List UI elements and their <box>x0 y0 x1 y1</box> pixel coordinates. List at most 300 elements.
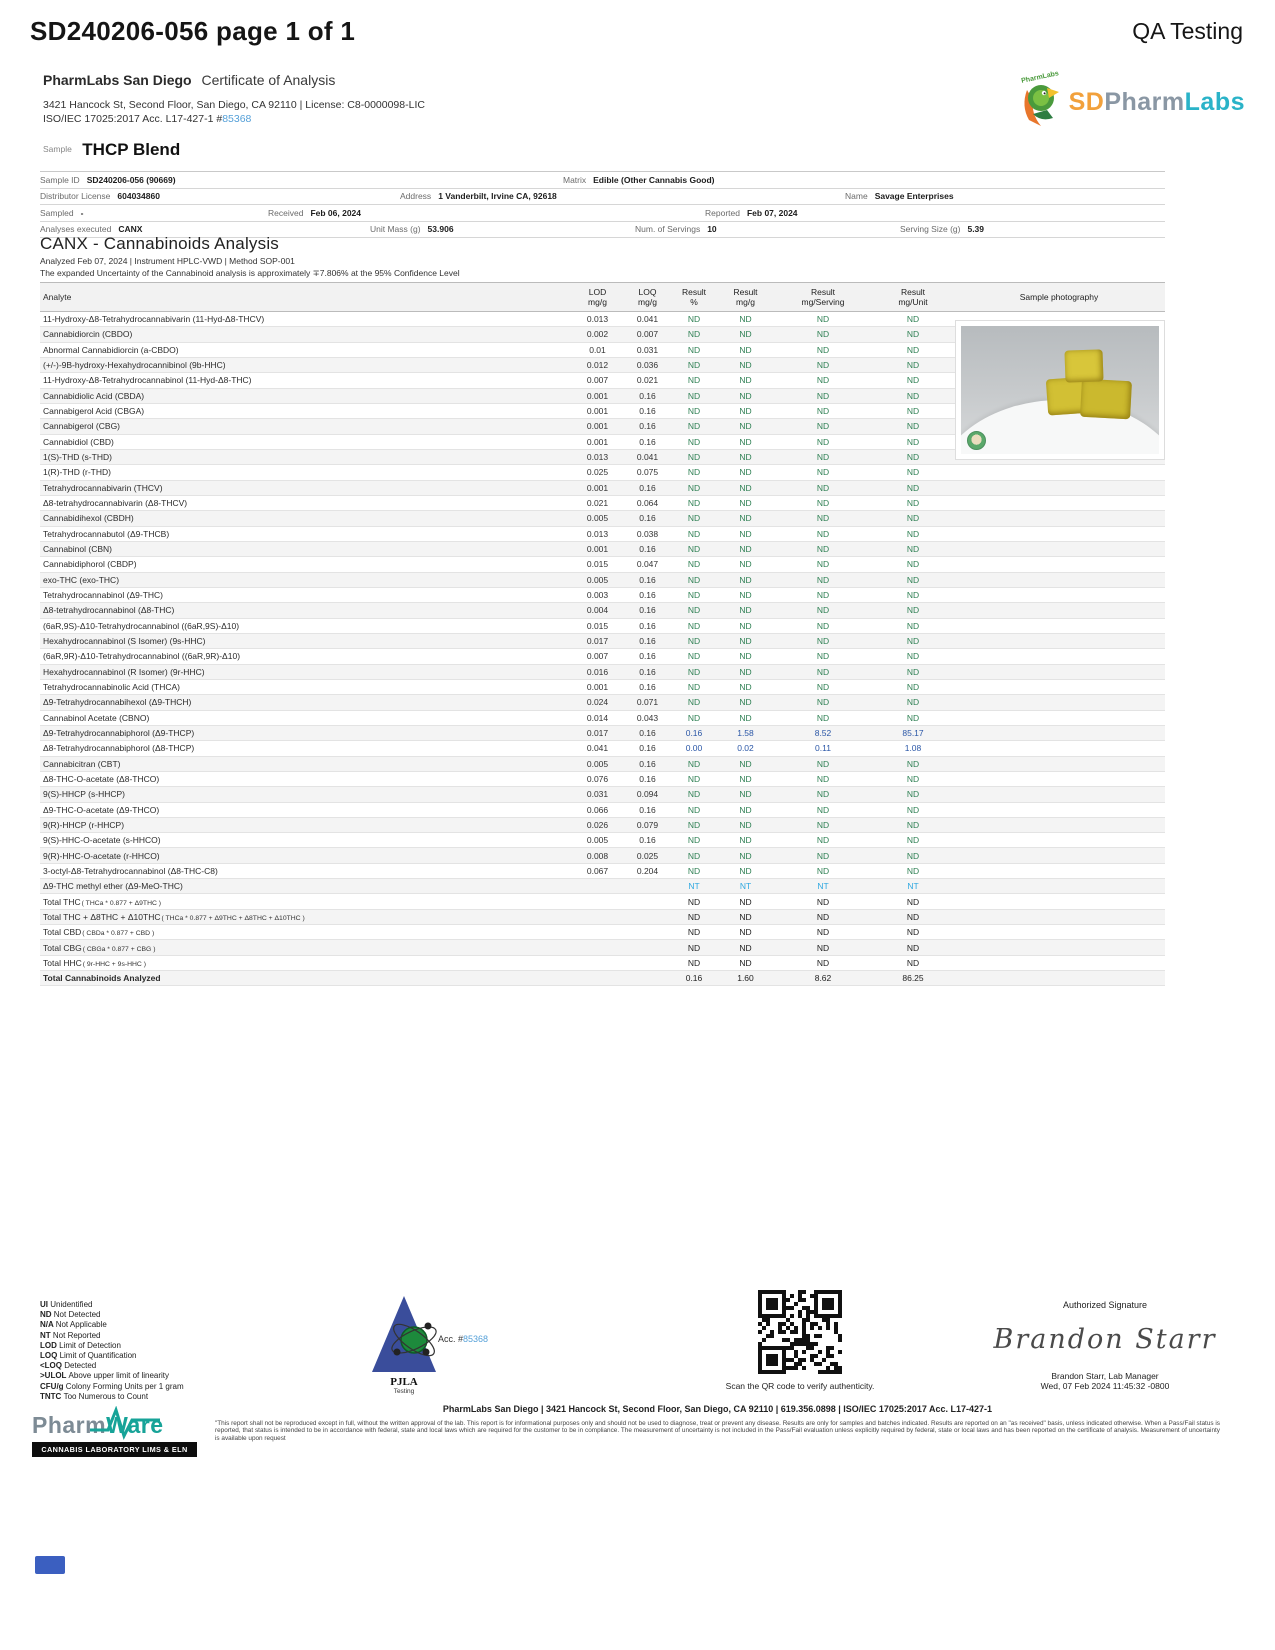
legend-line: UI Unidentified <box>40 1300 93 1309</box>
result-mg-serving: ND <box>816 804 830 815</box>
table-row <box>40 925 1165 940</box>
result-mgg: ND <box>739 559 752 570</box>
loq-value: 0.16 <box>639 406 656 417</box>
iso-accreditation-text: ISO/IEC 17025:2017 Acc. L17-427-1 # <box>43 113 223 125</box>
info-row <box>40 205 1165 222</box>
analyte-name: Cannabidihexol (CBDH) <box>43 513 134 524</box>
info-value: 10 <box>707 224 717 235</box>
legend-line: CFU/g Colony Forming Units per 1 gram <box>40 1381 184 1391</box>
result-mg-unit: ND <box>906 651 920 662</box>
result-mg-serving: ND <box>816 957 830 968</box>
result-pct: ND <box>687 528 701 539</box>
signer-name: Brandon Starr, Lab Manager <box>1051 1371 1159 1381</box>
photo-watermark-icon <box>967 431 986 450</box>
info-label: Sample ID <box>40 174 80 185</box>
result-mg-unit: ND <box>906 835 920 846</box>
info-label: Reported <box>705 207 740 218</box>
sample-name-row <box>43 140 180 160</box>
analyte-name: Δ9-Tetrahydrocannabiphorol (Δ9-THCP) <box>43 728 195 739</box>
pharmware-wordmark <box>32 1412 197 1439</box>
result-mg-unit: ND <box>906 819 920 830</box>
result-mg-unit: 86.25 <box>902 973 924 984</box>
result-mg-serving: ND <box>816 682 830 693</box>
table-row <box>40 956 1165 971</box>
loq-value: 0.16 <box>639 758 656 769</box>
result-pct: ND <box>687 421 701 432</box>
pjla-accreditation-logo <box>352 1294 502 1394</box>
result-mg-serving: ND <box>816 559 830 570</box>
total-formula: ( CBDa * 0.877 + CBD ) <box>82 930 155 938</box>
result-mg-serving: NT <box>817 881 829 892</box>
table-row <box>40 481 1165 496</box>
loq-value: 0.16 <box>639 436 656 447</box>
analyte-name: 3-octyl-Δ8-Tetrahydrocannabinol (Δ8-THC-C8) <box>43 865 218 876</box>
column-header: Result % <box>681 287 707 307</box>
signature-script: Brandon Starr <box>993 1324 1217 1355</box>
result-mg-serving: ND <box>816 758 830 769</box>
loq-value: 0.043 <box>636 712 659 723</box>
analyte-name: 1(R)-THD (r-THD) <box>43 467 111 478</box>
lod-value: 0.031 <box>586 789 609 800</box>
lod-value: 0.013 <box>586 452 609 463</box>
column-header: LOD mg/g <box>588 287 607 307</box>
result-mgg: NT <box>739 881 752 892</box>
result-mg-unit: ND <box>906 697 920 708</box>
result-pct: ND <box>687 329 701 340</box>
loq-value: 0.16 <box>639 728 656 739</box>
info-field <box>563 175 1165 185</box>
result-mg-serving: ND <box>816 406 830 417</box>
table-row <box>40 542 1165 557</box>
lod-value: 0.021 <box>586 498 609 509</box>
result-pct: ND <box>687 605 701 616</box>
table-row <box>40 619 1165 634</box>
result-mg-serving: ND <box>816 544 830 555</box>
loq-value: 0.204 <box>636 865 659 876</box>
result-pct: ND <box>687 942 701 953</box>
result-mg-serving: ND <box>816 942 830 953</box>
legend-line: TNTC Too Numerous to Count <box>40 1391 149 1401</box>
loq-value: 0.16 <box>639 804 656 815</box>
pjla-acc-number[interactable]: 85368 <box>463 1334 489 1344</box>
result-mg-serving: ND <box>816 482 830 493</box>
analyte-name: Total HHC( 9r-HHC + 9s-HHC ) <box>43 957 146 968</box>
lod-value: 0.017 <box>586 728 609 739</box>
signature-block <box>985 1300 1225 1391</box>
analyte-name: Tetrahydrocannabinol (Δ9-THC) <box>43 590 164 601</box>
table-header-row <box>40 282 1165 312</box>
loq-value: 0.041 <box>636 314 659 325</box>
result-mgg: ND <box>739 314 752 325</box>
result-pct: ND <box>687 406 701 417</box>
table-row <box>40 910 1165 925</box>
result-mg-unit: ND <box>906 590 920 601</box>
gummy-cube <box>1080 379 1132 420</box>
analyte-name: Cannabigerol (CBG) <box>43 421 121 432</box>
result-mgg: ND <box>739 574 752 585</box>
result-pct: ND <box>687 697 701 708</box>
result-mg-serving: ND <box>816 666 830 677</box>
result-mg-unit: ND <box>906 666 920 677</box>
signature-date: Wed, 07 Feb 2024 11:45:32 -0800 <box>1040 1381 1170 1391</box>
analyte-name: Δ9-Tetrahydrocannabihexol (Δ9-THCH) <box>43 697 192 708</box>
info-label: Num. of Servings <box>635 224 701 235</box>
result-mgg: ND <box>739 911 752 922</box>
result-mgg: 1.60 <box>737 973 754 984</box>
result-mg-unit: ND <box>906 329 920 340</box>
result-mgg: ND <box>739 421 752 432</box>
lod-value: 0.001 <box>586 544 609 555</box>
footer-contact-line: PharmLabs San Diego | 3421 Hancock St, Second Floor, San Diego, CA 92110 | 619.356.0898 | ISO/IEC 17025:2017 Acc. L17-427-1 <box>442 1404 993 1414</box>
info-value: CANX <box>118 224 143 235</box>
table-row <box>40 511 1165 526</box>
loq-value: 0.16 <box>639 636 656 647</box>
result-mgg: ND <box>739 957 752 968</box>
result-mgg: ND <box>739 436 752 447</box>
analyte-name: Cannabidiorcin (CBDO) <box>43 329 133 340</box>
analyte-name: Δ8-tetrahydrocannabivarin (Δ8-THCV) <box>43 498 188 509</box>
analysis-meta-line: Analyzed Feb 07, 2024 | Instrument HPLC-VWD | Method SOP-001 <box>40 256 295 266</box>
table-row <box>40 971 1165 986</box>
table-row <box>40 803 1165 818</box>
lod-value: 0.016 <box>586 666 609 677</box>
result-pct: ND <box>687 789 701 800</box>
result-mg-unit: ND <box>906 804 920 815</box>
info-field <box>845 191 1165 201</box>
footer-blue-mark <box>35 1556 65 1574</box>
info-field <box>400 191 845 201</box>
table-row <box>40 848 1165 863</box>
qr-block <box>700 1290 900 1391</box>
lod-value: 0.067 <box>586 865 609 876</box>
info-value: Edible (Other Cannabis Good) <box>593 174 715 185</box>
result-mgg: ND <box>739 666 752 677</box>
total-formula: ( CBGa * 0.877 + CBG ) <box>82 945 156 953</box>
pjla-triangle-icon <box>364 1294 444 1376</box>
result-pct: ND <box>687 774 701 784</box>
info-label: Received <box>268 207 304 218</box>
brand-sd: SD <box>1068 87 1105 116</box>
result-pct: ND <box>687 452 701 463</box>
analyte-name: Abnormal Cannabidiorcin (a-CBDO) <box>43 344 179 355</box>
table-row <box>40 557 1165 572</box>
document-id-title: SD240206-056 page 1 of 1 <box>30 16 356 46</box>
result-mgg: ND <box>739 620 752 631</box>
abbreviation-legend <box>40 1300 184 1402</box>
result-mg-unit: ND <box>906 452 920 463</box>
result-mg-unit: 85.17 <box>902 728 924 739</box>
result-mg-unit: ND <box>906 344 920 355</box>
result-pct: 0.00 <box>685 743 703 754</box>
table-row <box>40 634 1165 649</box>
analyte-name: Cannabidiol (CBD) <box>43 436 114 447</box>
result-mg-serving: ND <box>816 390 830 401</box>
analyte-name: Hexahydrocannabinol (S Isomer) (9s-HHC) <box>43 636 206 647</box>
result-mgg: ND <box>739 344 752 355</box>
result-mg-serving: ND <box>816 605 830 616</box>
result-mg-serving: ND <box>816 774 830 784</box>
result-mg-serving: ND <box>816 360 830 371</box>
column-header: Analyte <box>43 292 72 302</box>
lod-value: 0.007 <box>586 375 609 386</box>
analyte-name: Total CBD( CBDa * 0.877 + CBD ) <box>43 927 155 938</box>
result-pct: ND <box>687 590 701 601</box>
result-pct: ND <box>687 896 701 907</box>
result-mg-unit: ND <box>906 574 920 585</box>
result-pct: ND <box>687 344 701 355</box>
result-mg-serving: ND <box>816 850 830 861</box>
brand-labs: Labs <box>1184 87 1245 116</box>
lod-value: 0.017 <box>586 636 609 647</box>
analyte-name: exo-THC (exo-THC) <box>43 574 120 585</box>
column-header: Result mg/Unit <box>898 287 928 307</box>
result-pct: ND <box>687 482 701 493</box>
table-row <box>40 726 1165 741</box>
result-mg-unit: ND <box>906 605 920 616</box>
lod-value: 0.001 <box>586 482 609 493</box>
result-mg-unit: ND <box>906 559 920 570</box>
accreditation-number-link[interactable]: 85368 <box>222 113 252 125</box>
lod-value: 0.005 <box>586 574 609 585</box>
gummy-cube <box>1064 349 1103 382</box>
loq-value: 0.16 <box>639 605 656 616</box>
legend-line: LOQ Limit of Quantification <box>40 1351 137 1361</box>
info-label: Name <box>845 191 868 202</box>
table-row <box>40 879 1165 894</box>
lod-value: 0.076 <box>586 774 609 784</box>
result-mg-serving: ND <box>816 927 830 938</box>
qa-testing-label: QA Testing <box>1132 18 1243 44</box>
result-mg-unit: ND <box>906 957 920 968</box>
result-pct: ND <box>687 651 701 662</box>
result-mg-serving: 8.62 <box>814 973 832 984</box>
result-pct: ND <box>687 513 701 524</box>
lod-value: 0.002 <box>586 329 609 340</box>
table-row <box>40 465 1165 480</box>
analyte-name: Δ8-THC-O-acetate (Δ8-THCO) <box>43 774 160 784</box>
result-mg-serving: ND <box>816 436 830 447</box>
result-mgg: ND <box>739 636 752 647</box>
analyte-name: Total Cannabinoids Analyzed <box>43 973 161 984</box>
result-mgg: 1.58 <box>737 728 754 739</box>
result-pct: ND <box>687 957 701 968</box>
loq-value: 0.16 <box>639 774 656 784</box>
result-mgg: ND <box>739 452 752 463</box>
table-row <box>40 940 1165 955</box>
pharmware-logo <box>32 1412 197 1457</box>
pharmware-ware: Ware <box>106 1412 164 1438</box>
result-pct: ND <box>687 390 701 401</box>
pharmware-tagline: CANNABIS LABORATORY LIMS & ELN <box>32 1442 197 1457</box>
result-mgg: ND <box>739 498 752 509</box>
legend-line: ND Not Detected <box>40 1310 101 1320</box>
lod-value: 0.005 <box>586 758 609 769</box>
loq-value: 0.16 <box>639 651 656 662</box>
result-mg-unit: ND <box>906 390 920 401</box>
sample-name: THCP Blend <box>82 140 181 159</box>
pjla-acc-text <box>438 1334 488 1344</box>
result-mg-serving: ND <box>816 896 830 907</box>
result-mgg: ND <box>739 942 752 953</box>
result-mgg: ND <box>739 789 752 800</box>
result-pct: ND <box>687 682 701 693</box>
result-mgg: ND <box>739 758 752 769</box>
analyte-name: Hexahydrocannabinol (R Isomer) (9r-HHC) <box>43 666 205 677</box>
lod-value: 0.01 <box>589 344 606 355</box>
table-row <box>40 695 1165 710</box>
analyte-name: 9(R)-HHC-O-acetate (r-HHCO) <box>43 850 160 861</box>
lab-name: PharmLabs San Diego <box>43 72 192 88</box>
lod-value: 0.001 <box>586 406 609 417</box>
lod-value: 0.013 <box>586 314 609 325</box>
result-mg-unit: ND <box>906 789 920 800</box>
loq-value: 0.036 <box>636 360 659 371</box>
info-row <box>40 189 1165 206</box>
lod-value: 0.007 <box>586 651 609 662</box>
sample-label: Sample <box>43 144 72 154</box>
result-pct: ND <box>687 360 701 371</box>
result-mg-unit: 1.08 <box>904 743 922 754</box>
result-mg-unit: ND <box>906 927 920 938</box>
lod-value: 0.001 <box>586 421 609 432</box>
loq-value: 0.064 <box>636 498 659 509</box>
loq-value: 0.16 <box>639 590 656 601</box>
result-mg-serving: ND <box>816 636 830 647</box>
lod-value: 0.013 <box>586 528 609 539</box>
result-mg-unit: ND <box>906 865 920 876</box>
info-field <box>40 208 268 218</box>
analyte-name: (6aR,9S)-Δ10-Tetrahydrocannabinol ((6aR,9S)-Δ10) <box>43 620 240 631</box>
loq-value: 0.038 <box>636 528 659 539</box>
qr-caption: Scan the QR code to verify authenticity. <box>725 1381 875 1391</box>
column-header: LOQ mg/g <box>638 287 657 307</box>
result-mgg: ND <box>739 375 752 386</box>
authorized-signature-label: Authorized Signature <box>1062 1300 1148 1310</box>
result-mg-unit: ND <box>906 544 920 555</box>
result-mg-unit: NT <box>907 881 919 892</box>
result-mg-unit: ND <box>906 314 920 325</box>
analyte-name: Cannabinol Acetate (CBNO) <box>43 712 150 723</box>
result-pct: ND <box>687 850 701 861</box>
result-mg-unit: ND <box>906 682 920 693</box>
result-mg-unit: ND <box>906 528 920 539</box>
result-mg-unit: ND <box>906 712 920 723</box>
analyte-name: Cannabinol (CBN) <box>43 544 112 555</box>
table-row <box>40 818 1165 833</box>
qr-code <box>758 1290 842 1374</box>
info-value: Feb 06, 2024 <box>310 207 361 218</box>
result-pct: ND <box>687 804 701 815</box>
result-mg-serving: 8.52 <box>814 728 832 739</box>
parrot-logo-icon <box>1017 70 1065 128</box>
pjla-acc-prefix: Acc. # <box>438 1334 464 1344</box>
table-row <box>40 772 1165 787</box>
analyte-name: Tetrahydrocannabinolic Acid (THCA) <box>43 682 181 693</box>
pjla-name: PJLA <box>390 1376 418 1388</box>
analyte-name: 9(R)-HHCP (r-HHCP) <box>43 819 125 830</box>
legend-line: NT Not Reported <box>40 1330 101 1340</box>
info-label: Address <box>400 191 432 202</box>
analyte-name: Tetrahydrocannabutol (Δ9-THCB) <box>43 528 170 539</box>
result-pct: ND <box>687 927 701 938</box>
pjla-sub: Testing <box>393 1388 415 1395</box>
result-mgg: ND <box>739 697 752 708</box>
total-formula: ( THCa * 0.877 + Δ9THC + Δ8THC + Δ10THC ) <box>161 914 305 922</box>
column-header: Sample photography <box>1019 292 1099 302</box>
result-mgg: ND <box>739 590 752 601</box>
result-mgg: ND <box>739 819 752 830</box>
result-mgg: ND <box>739 850 752 861</box>
result-pct: ND <box>687 467 701 478</box>
analyte-name: Total CBG( CBGa * 0.877 + CBG ) <box>43 942 156 953</box>
loq-value: 0.16 <box>639 620 656 631</box>
table-row <box>40 864 1165 879</box>
table-row <box>40 496 1165 511</box>
result-pct: ND <box>687 865 701 876</box>
lab-address-block <box>43 98 425 126</box>
result-mg-serving: 0.11 <box>815 743 831 754</box>
result-mg-unit: ND <box>906 911 920 922</box>
info-label: Serving Size (g) <box>900 224 961 235</box>
lod-value: 0.026 <box>586 819 609 830</box>
lod-value: 0.015 <box>586 620 609 631</box>
info-field <box>268 208 705 218</box>
analyte-name: Cannabidiolic Acid (CBDA) <box>43 390 145 401</box>
legend-line: N/A Not Applicable <box>40 1320 107 1330</box>
lod-value: 0.001 <box>586 682 609 693</box>
result-mg-unit: ND <box>906 942 920 953</box>
result-mg-serving: ND <box>816 528 830 539</box>
lod-value: 0.024 <box>586 697 609 708</box>
brand-wordmark <box>1069 88 1245 117</box>
result-mgg: ND <box>739 528 752 539</box>
result-mg-serving: ND <box>816 835 830 846</box>
result-mg-serving: ND <box>816 467 830 478</box>
analyte-name: Cannabidiphorol (CBDP) <box>43 559 137 570</box>
table-row <box>40 711 1165 726</box>
result-pct: ND <box>687 436 701 447</box>
result-mgg: ND <box>739 804 752 815</box>
total-formula: ( 9r-HHC + 9s-HHC ) <box>82 960 146 968</box>
loq-value: 0.16 <box>639 390 656 401</box>
lod-value: 0.041 <box>586 743 609 754</box>
result-mgg: ND <box>739 865 752 876</box>
info-label: Matrix <box>563 174 587 185</box>
lod-value: 0.005 <box>586 835 609 846</box>
info-value: 604034860 <box>117 191 160 202</box>
analyte-name: 11-Hydroxy-Δ8-Tetrahydrocannabivarin (11-Hyd-Δ8-THCV) <box>43 314 265 325</box>
info-label: Distributor License <box>40 191 111 202</box>
loq-value: 0.16 <box>639 421 656 432</box>
loq-value: 0.16 <box>639 835 656 846</box>
result-mg-unit: ND <box>906 513 920 524</box>
analyte-name: Cannabicitran (CBT) <box>43 758 121 769</box>
result-mg-serving: ND <box>816 344 830 355</box>
result-mgg: ND <box>739 605 752 616</box>
sd-pharmlabs-logo <box>1017 70 1245 128</box>
result-mg-serving: ND <box>816 513 830 524</box>
table-row <box>40 588 1165 603</box>
result-pct: 0.16 <box>685 728 703 739</box>
result-mg-serving: ND <box>816 498 830 509</box>
analyte-name: (6aR,9R)-Δ10-Tetrahydrocannabinol ((6aR,9R)-Δ10) <box>43 651 241 662</box>
analyte-name: Total THC( THCa * 0.877 + Δ9THC ) <box>43 896 162 907</box>
result-mg-serving: ND <box>816 620 830 631</box>
analyte-name: Total THC + Δ8THC + Δ10THC( THCa * 0.877 + Δ9THC + Δ8THC + Δ10THC ) <box>43 911 305 922</box>
analyte-name: 11-Hydroxy-Δ8-Tetrahydrocannabinol (11-Hyd-Δ8-THC) <box>43 375 252 386</box>
result-mg-serving: ND <box>816 421 830 432</box>
info-field <box>40 175 563 185</box>
